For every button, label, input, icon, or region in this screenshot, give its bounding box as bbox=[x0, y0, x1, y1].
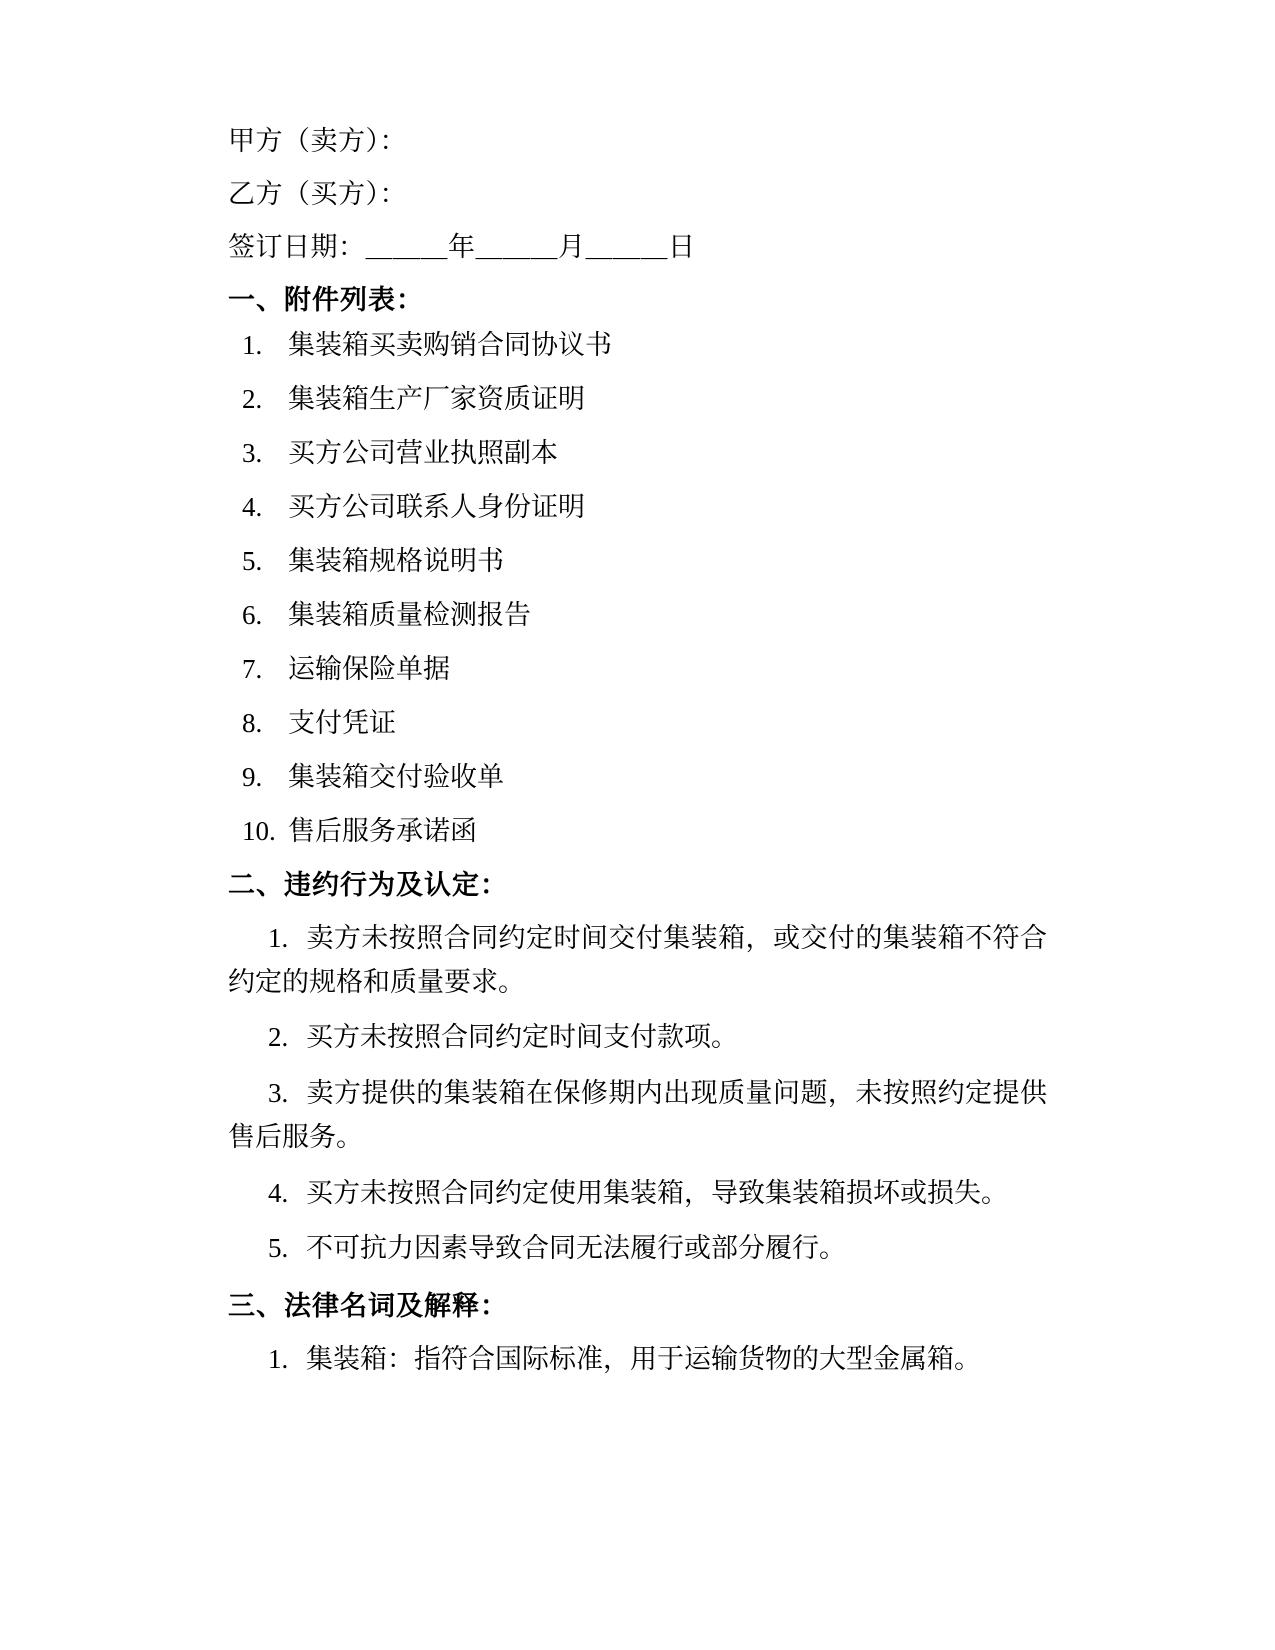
section-heading-legal-terms: 三、法律名词及解释： bbox=[228, 1291, 508, 1322]
list-item-number: 3. bbox=[242, 438, 263, 468]
list-item-label: 买方公司联系人身份证明 bbox=[288, 492, 585, 522]
list-item-label: 买方公司营业执照副本 bbox=[288, 438, 558, 468]
list-item-label: 运输保险单据 bbox=[288, 654, 450, 684]
list-item-number: 9. bbox=[242, 762, 263, 792]
list-item bbox=[228, 1016, 1047, 1060]
list-item bbox=[228, 1072, 1047, 1159]
list-item bbox=[228, 1172, 1047, 1216]
list-item bbox=[228, 386, 1047, 413]
list-item bbox=[228, 656, 1047, 683]
document-body bbox=[228, 128, 1047, 1382]
list-item-label: 集装箱买卖购销合同协议书 bbox=[288, 330, 612, 360]
party-buyer-line: 乙方（买方）： bbox=[228, 179, 407, 209]
list-item-number: 4. bbox=[242, 492, 263, 522]
list-item bbox=[228, 1227, 1047, 1271]
list-item-number: 7. bbox=[242, 654, 263, 684]
list-item-number: 2. bbox=[268, 1022, 289, 1053]
list-item-label: 集装箱质量检测报告 bbox=[288, 600, 531, 630]
list-item-label: 集装箱生产厂家资质证明 bbox=[288, 384, 585, 414]
section-heading-attachments: 一、附件列表： bbox=[228, 285, 424, 315]
list-item bbox=[228, 917, 1047, 1004]
list-item-label: 卖方提供的集装箱在保修期内出现质量问题，未按照约定提供售后服务。 bbox=[228, 1078, 1047, 1152]
list-item-number: 1. bbox=[268, 1344, 289, 1375]
list-item bbox=[228, 818, 1047, 845]
legal-terms-list bbox=[228, 1338, 1047, 1382]
list-item bbox=[228, 494, 1047, 521]
list-item-label: 集装箱：指符合国际标准，用于运输货物的大型金属箱。 bbox=[306, 1344, 981, 1375]
list-item bbox=[228, 764, 1047, 791]
list-item-number: 8. bbox=[242, 708, 263, 738]
list-item-label: 不可抗力因素导致合同无法履行或部分履行。 bbox=[306, 1233, 846, 1264]
list-item-label: 集装箱规格说明书 bbox=[288, 546, 504, 576]
list-item-label: 卖方未按照合同约定时间交付集装箱，或交付的集装箱不符合约定的规格和质量要求。 bbox=[228, 923, 1047, 997]
list-item-label: 买方未按照合同约定使用集装箱，导致集装箱损坏或损失。 bbox=[306, 1177, 1008, 1208]
list-item-label: 买方未按照合同约定时间支付款项。 bbox=[306, 1022, 738, 1053]
party-seller-line: 甲方（卖方）： bbox=[228, 126, 407, 156]
list-item-label: 支付凭证 bbox=[288, 708, 396, 738]
list-item-number: 1. bbox=[268, 923, 289, 953]
list-item bbox=[228, 602, 1047, 629]
list-item bbox=[228, 332, 1047, 359]
breach-list bbox=[228, 917, 1047, 1271]
list-item bbox=[228, 710, 1047, 737]
list-item-label: 集装箱交付验收单 bbox=[288, 762, 504, 792]
list-item-number: 5. bbox=[268, 1233, 289, 1264]
attachment-list bbox=[228, 332, 1047, 845]
list-item-number: 4. bbox=[268, 1177, 289, 1208]
sign-date-line: 签订日期：＿＿＿年＿＿＿月＿＿＿日 bbox=[228, 232, 696, 262]
list-item-number: 6. bbox=[242, 600, 263, 630]
list-item-number: 3. bbox=[268, 1078, 289, 1109]
list-item bbox=[228, 440, 1047, 467]
list-item-label: 售后服务承诺函 bbox=[288, 816, 477, 846]
list-item-number: 10. bbox=[242, 816, 276, 846]
list-item bbox=[228, 548, 1047, 575]
list-item-number: 1. bbox=[242, 330, 263, 360]
section-heading-breach: 二、违约行为及认定： bbox=[228, 870, 508, 900]
list-item-number: 2. bbox=[242, 384, 263, 414]
list-item bbox=[228, 1338, 1047, 1382]
list-item-number: 5. bbox=[242, 546, 263, 576]
